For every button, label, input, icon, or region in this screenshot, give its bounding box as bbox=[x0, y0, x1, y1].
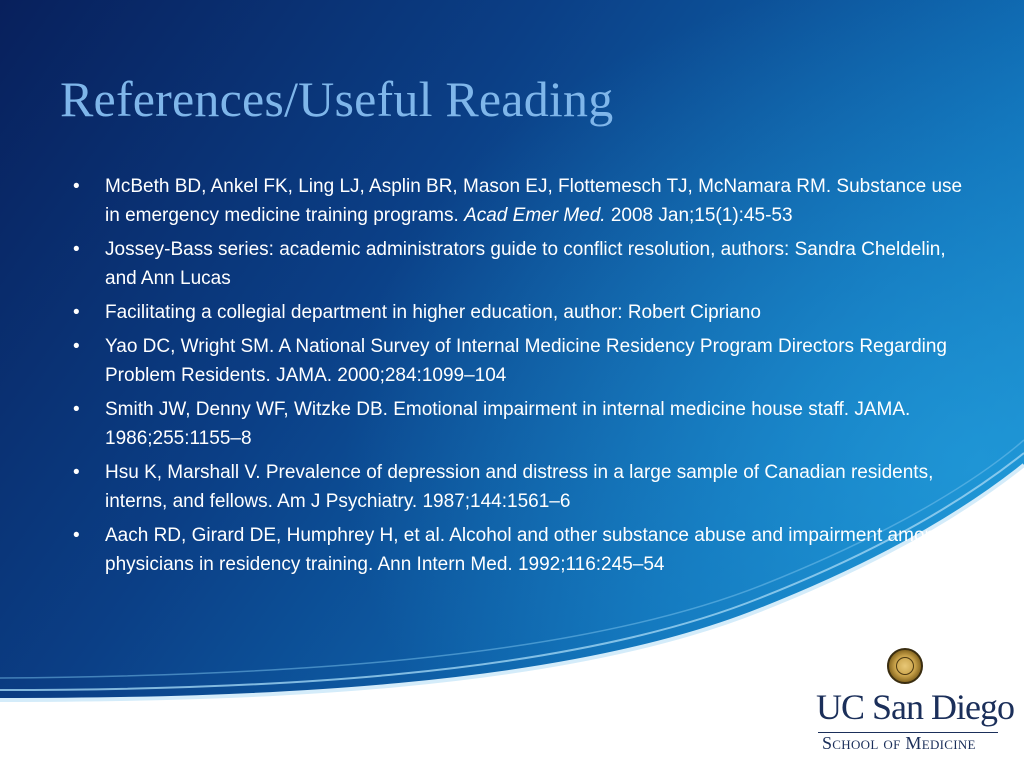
reference-text: Aach RD, Girard DE, Humphrey H, et al. Alcohol and other substance abuse and impairment among physicians in residency training. Ann Intern Med. 1992;116:245–54 bbox=[105, 525, 946, 575]
logo-university-name: UC San Diego bbox=[816, 687, 1014, 727]
list-item bbox=[73, 521, 963, 579]
reference-citation: 2008 Jan;15(1):45-53 bbox=[605, 205, 793, 226]
reference-text: McBeth BD, Ankel FK, Ling LJ, Asplin BR, Mason EJ, Flottemesch TJ, McNamara RM. Substance use in emergency medicine training programs. bbox=[105, 176, 963, 226]
list-item bbox=[73, 235, 963, 293]
slide-title: References/Useful Reading bbox=[60, 71, 614, 127]
reference-text: Facilitating a collegial department in higher education, author: Robert Cipriano bbox=[105, 302, 761, 323]
logo-school-name: School of Medicine bbox=[822, 733, 976, 753]
list-item bbox=[73, 332, 963, 390]
list-item bbox=[73, 395, 963, 453]
bullet-icon: • bbox=[73, 239, 80, 260]
reference-text: Yao DC, Wright SM. A National Survey of Internal Medicine Residency Program Directors Regarding Problem Residents. JAMA. 2000;284:1099–104 bbox=[105, 336, 947, 386]
list-item bbox=[73, 298, 963, 327]
seal-icon bbox=[887, 648, 923, 684]
bullet-icon: • bbox=[73, 336, 80, 357]
journal-name: Acad Emer Med. bbox=[464, 205, 606, 226]
bullet-icon: • bbox=[73, 302, 80, 323]
bullet-icon: • bbox=[73, 525, 80, 546]
list-item bbox=[73, 172, 963, 230]
list-item bbox=[73, 458, 963, 516]
bullet-icon: • bbox=[73, 176, 80, 197]
bullet-icon: • bbox=[73, 399, 80, 420]
ucsd-logo bbox=[812, 648, 1014, 753]
bullet-icon: • bbox=[73, 462, 80, 483]
reference-text: Smith JW, Denny WF, Witzke DB. Emotional impairment in internal medicine house staff. JAMA. 1986;255:1155–8 bbox=[105, 399, 911, 449]
reference-text: Jossey-Bass series: academic administrators guide to conflict resolution, authors: Sandra Cheldelin, and Ann Lucas bbox=[105, 239, 946, 289]
reference-list bbox=[73, 172, 963, 584]
reference-text: Hsu K, Marshall V. Prevalence of depression and distress in a large sample of Canadian residents, interns, and fellows. Am J Psychiatry. 1987;144:1561–6 bbox=[105, 462, 934, 512]
